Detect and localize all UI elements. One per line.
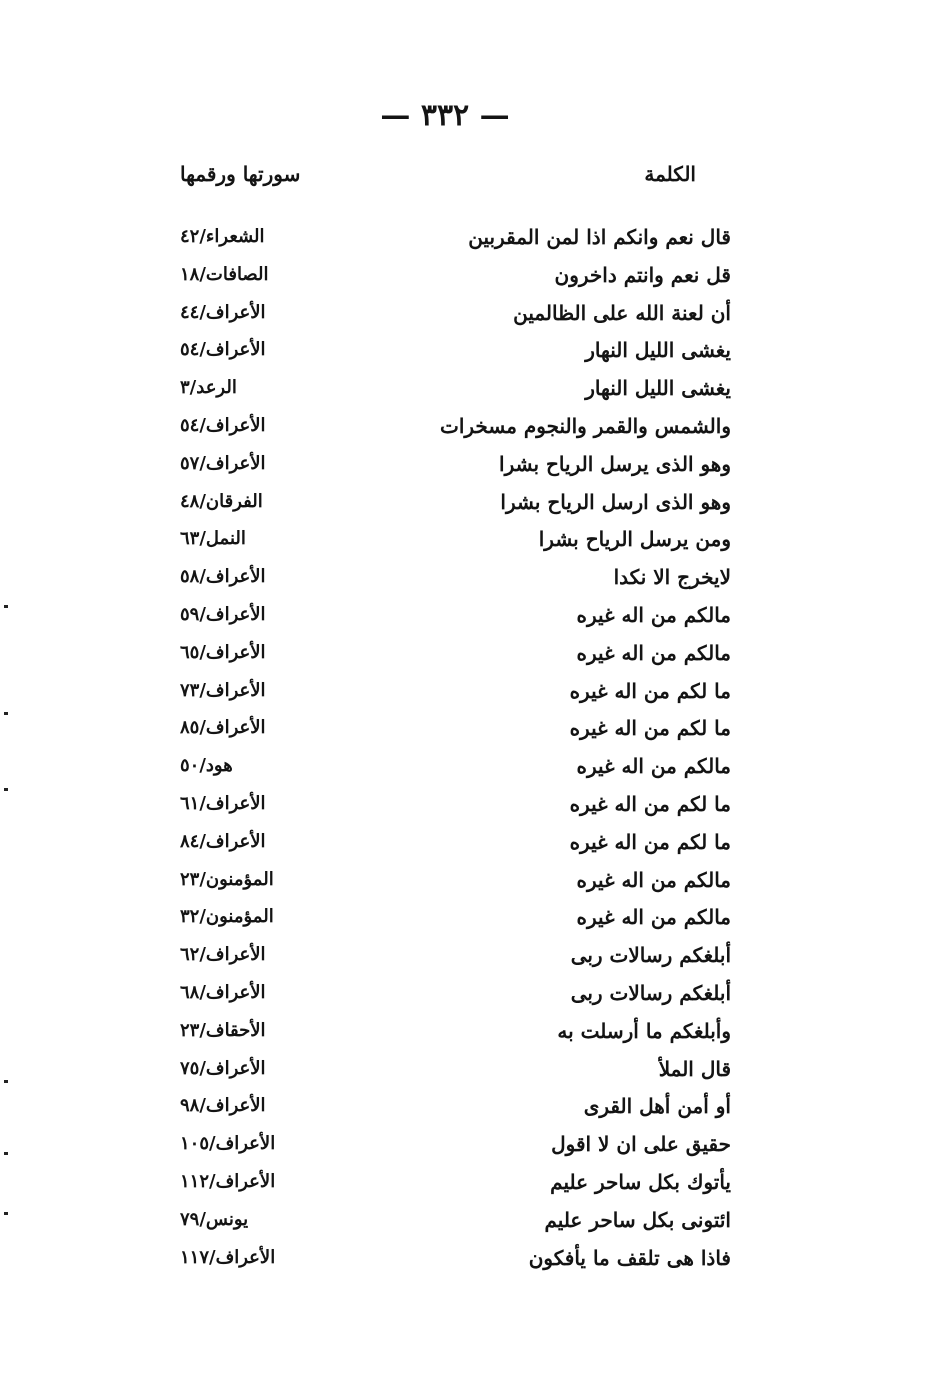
table-row — [0, 560, 936, 598]
quran-word: قال نعم وانكم اذا لمن المقربين — [468, 225, 731, 249]
margin-mark — [4, 1080, 8, 1083]
surah-reference: المؤمنون/٣٢ — [180, 906, 274, 928]
surah-reference: الصافات/١٨ — [180, 263, 269, 285]
quran-word: ائتونى بكل ساحر عليم — [544, 1207, 731, 1232]
quran-word: ومن يرسل الرياح بشرا — [538, 527, 731, 552]
surah-reference: الأحقاف/٢٣ — [180, 1019, 266, 1041]
quran-word: يغشى الليل النهار — [585, 376, 731, 401]
quran-word: فاذا هى تلقف ما يأفكون — [528, 1245, 731, 1270]
surah-reference: الأعراف/٨٤ — [180, 830, 266, 852]
surah-reference: الأعراف/٥٧ — [180, 452, 266, 474]
table-row — [0, 409, 936, 447]
quran-word: ما لكم من اله غيره — [569, 829, 731, 854]
table-row — [0, 333, 936, 371]
quran-word: يأتوك بكل ساحر عليم — [550, 1169, 731, 1194]
table-row — [0, 598, 936, 636]
table-row — [0, 863, 936, 901]
table-row — [0, 1014, 936, 1052]
table-row — [0, 674, 936, 712]
table-row — [0, 447, 936, 485]
table-row — [0, 976, 936, 1014]
quran-word: والشمس والقمر والنجوم مسخرات — [440, 413, 731, 438]
table-row — [0, 371, 936, 409]
margin-mark — [4, 605, 8, 608]
table-row — [0, 749, 936, 787]
quran-word: مالكم من اله غيره — [576, 602, 731, 627]
quran-word: مالكم من اله غيره — [576, 905, 731, 930]
surah-reference: الأعراف/٩٨ — [180, 1095, 266, 1117]
quran-word: مالكم من اله غيره — [576, 640, 731, 665]
table-row — [0, 711, 936, 749]
surah-reference: المؤمنون/٢٣ — [180, 868, 274, 890]
table-row — [0, 1089, 936, 1127]
table-row — [0, 522, 936, 560]
surah-reference: الأعراف/١١٧ — [180, 1246, 276, 1268]
surah-reference: الرعد/٣ — [180, 377, 237, 399]
table-row — [0, 1165, 936, 1203]
surah-reference: الشعراء/٤٢ — [180, 226, 265, 247]
quran-word: قل نعم وانتم داخرون — [554, 262, 731, 287]
table-row — [0, 296, 936, 334]
table-row — [0, 636, 936, 674]
word-column-header: الكلمة — [644, 162, 696, 186]
surah-reference: هود/٥٠ — [180, 755, 233, 777]
surah-reference: الأعراف/٨٥ — [180, 717, 266, 739]
margin-mark — [4, 788, 8, 791]
quran-word: ما لكم من اله غيره — [569, 791, 731, 816]
word-reference-table — [0, 220, 936, 1278]
table-row — [0, 1241, 936, 1279]
margin-mark — [4, 712, 8, 715]
table-row — [0, 825, 936, 863]
quran-word: أن لعنة الله على الظالمين — [513, 300, 731, 325]
surah-reference: الأعراف/٤٤ — [180, 301, 266, 323]
surah-reference: الفرقان/٤٨ — [180, 490, 263, 512]
quran-word: ما لكم من اله غيره — [569, 716, 731, 741]
surah-reference: الأعراف/٦٥ — [180, 641, 266, 663]
margin-mark — [4, 1212, 8, 1215]
surah-reference: النمل/٦٣ — [180, 528, 246, 550]
table-row — [0, 220, 936, 258]
table-row — [0, 258, 936, 296]
surah-reference: الأعراف/٧٥ — [180, 1057, 266, 1079]
quran-word: مالكم من اله غيره — [576, 867, 731, 892]
page-number: — ٣٣٢ — — [380, 98, 510, 133]
surah-column-header: سورتها ورقمها — [180, 162, 301, 186]
surah-reference: الأعراف/٦٢ — [180, 944, 266, 966]
quran-word: مالكم من اله غيره — [576, 754, 731, 779]
margin-mark — [4, 1152, 8, 1155]
surah-reference: الأعراف/٥٨ — [180, 566, 266, 588]
surah-reference: الأعراف/٦٨ — [180, 981, 266, 1003]
quran-word: أبلغكم رسالات ربى — [570, 980, 731, 1005]
quran-word: قال الملأ — [658, 1056, 731, 1081]
surah-reference: الأعراف/١٠٥ — [180, 1133, 276, 1155]
quran-word: حقيق على ان لا اقول — [551, 1132, 731, 1157]
table-row — [0, 485, 936, 523]
quran-word: وهو الذى ارسل الرياح بشرا — [500, 489, 731, 514]
quran-word: أو أمن أهل القرى — [583, 1094, 731, 1119]
table-row — [0, 1052, 936, 1090]
surah-reference: الأعراف/٧٣ — [180, 679, 266, 701]
quran-word: وأبلغكم ما أرسلت به — [557, 1018, 731, 1043]
surah-reference: الأعراف/٥٤ — [180, 414, 266, 436]
surah-reference: الأعراف/١١٢ — [180, 1170, 276, 1192]
surah-reference: الأعراف/٦١ — [180, 792, 266, 814]
surah-reference: الأعراف/٥٩ — [180, 603, 266, 625]
surah-reference: الأعراف/٥٤ — [180, 339, 266, 361]
table-row — [0, 900, 936, 938]
table-row — [0, 1203, 936, 1241]
quran-word: يغشى الليل النهار — [585, 338, 731, 363]
quran-word: لايخرج الا نكدا — [613, 565, 731, 590]
surah-reference: يونس/٧٩ — [180, 1208, 249, 1230]
quran-word: أبلغكم رسالات ربى — [570, 943, 731, 968]
table-row — [0, 938, 936, 976]
table-row — [0, 1127, 936, 1165]
quran-word: وهو الذى يرسل الرياح بشرا — [499, 451, 731, 476]
quran-word: ما لكم من اله غيره — [569, 678, 731, 703]
table-row — [0, 787, 936, 825]
